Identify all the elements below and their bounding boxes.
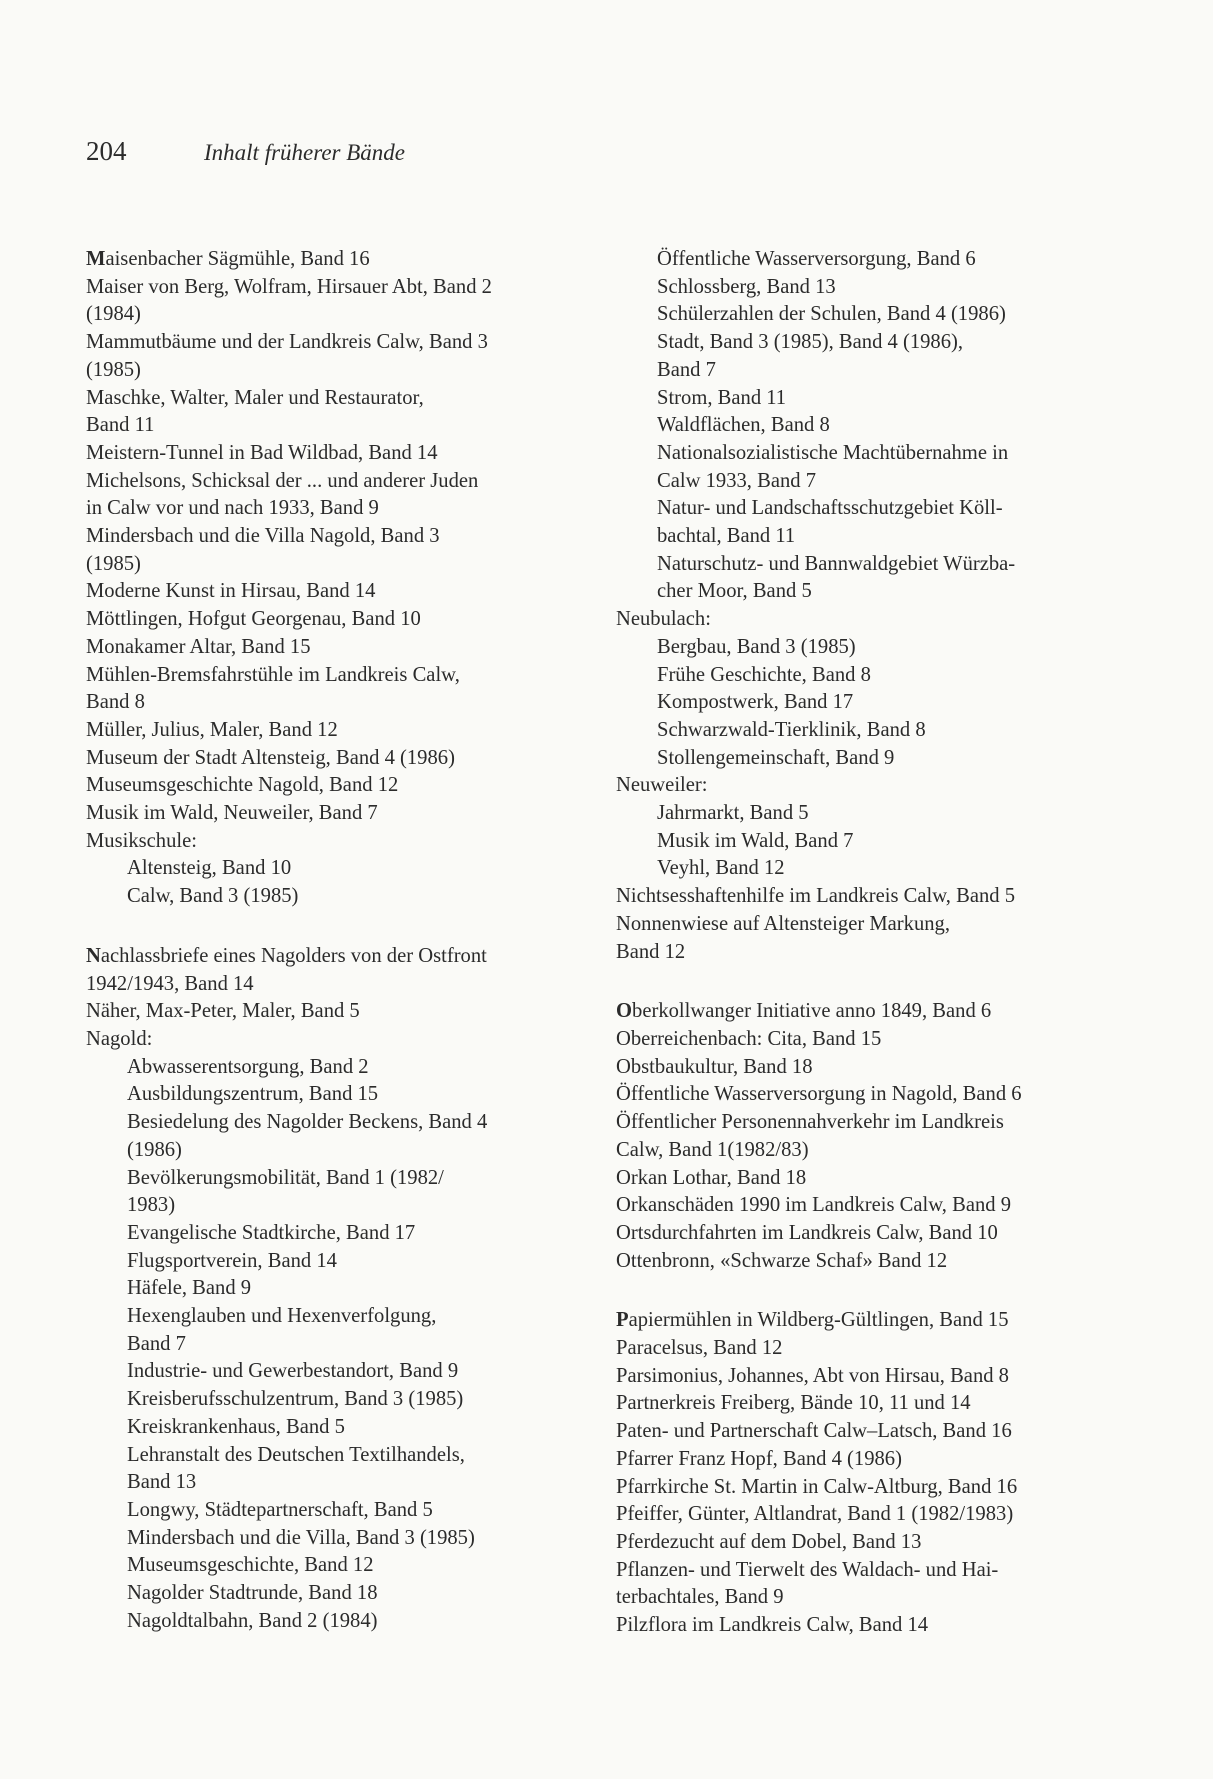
index-entry-text: Kreiskrankenhaus, Band 5: [127, 1415, 345, 1438]
index-entry: [616, 939, 1176, 967]
index-entry: [86, 772, 626, 800]
index-entry: [86, 246, 626, 274]
index-entry-text: Meistern-Tunnel in Bad Wildbad, Band 14: [86, 441, 438, 464]
running-title: Inhalt früherer Bände: [204, 140, 406, 165]
index-entry-text: cher Moor, Band 5: [657, 580, 812, 603]
index-entry: [616, 1165, 1176, 1193]
index-entry: [86, 800, 626, 828]
index-entry: [616, 1529, 1176, 1557]
index-subentry: [86, 1552, 626, 1580]
index-entry-text: Natur- und Landschaftsschutzgebiet Köll-: [657, 497, 1003, 520]
index-subentry: [86, 1137, 626, 1165]
index-entry-text: Mammutbäume und der Landkreis Calw, Band 3: [86, 331, 488, 354]
index-entry-text: Ausbildungszentrum, Band 15: [127, 1083, 379, 1106]
index-entry-text: Maiser von Berg, Wolfram, Hirsauer Abt, Band 2: [86, 275, 492, 298]
index-subentry: [616, 329, 1176, 357]
index-entry-text: achlassbriefe eines Nagolders von der Ostfront: [100, 944, 487, 967]
index-entry: [86, 998, 626, 1026]
index-entry-text: Paracelsus, Band 12: [616, 1337, 783, 1360]
index-subentry: [86, 1303, 626, 1331]
index-entry: [86, 301, 626, 329]
index-entry: [86, 440, 626, 468]
index-entry: [616, 1446, 1176, 1474]
index-entry: [616, 1137, 1176, 1165]
index-entry: [86, 551, 626, 579]
index-entry-text: Nichtsesshaftenhilfe im Landkreis Calw, Band 5: [616, 885, 1016, 908]
section-gap: [86, 911, 626, 943]
index-subentry: [86, 1331, 626, 1359]
index-entry-text: Pilzflora im Landkreis Calw, Band 14: [616, 1614, 929, 1637]
index-entry-text: Musikschule:: [86, 829, 197, 852]
index-subentry: [616, 578, 1176, 606]
index-entry-text: (1984): [86, 303, 141, 326]
index-subentry: [86, 1442, 626, 1470]
index-entry: [86, 717, 626, 745]
index-entry: [86, 468, 626, 496]
index-subentry: [616, 301, 1176, 329]
index-entry-text: Hexenglauben und Hexenverfolgung,: [127, 1305, 437, 1328]
index-entry: [86, 274, 626, 302]
index-entry-text: Altensteig, Band 10: [127, 857, 292, 880]
section-initial: N: [86, 944, 101, 967]
index-entry-text: Orkanschäden 1990 im Landkreis Calw, Band 9: [616, 1194, 1012, 1217]
index-subentry: [86, 1608, 626, 1636]
section-gap: [616, 966, 1176, 998]
index-entry-text: Müller, Julius, Maler, Band 12: [86, 718, 338, 741]
index-entry-text: (1985): [86, 358, 141, 381]
index-subentry: [86, 1414, 626, 1442]
index-entry: [86, 1026, 626, 1054]
index-entry: [616, 1220, 1176, 1248]
index-entry-text: Stadt, Band 3 (1985), Band 4 (1986),: [657, 331, 964, 354]
index-entry-text: Museum der Stadt Altensteig, Band 4 (1986): [86, 746, 455, 769]
index-subentry: [616, 551, 1176, 579]
index-subentry: [86, 1469, 626, 1497]
index-entry-text: Band 12: [616, 940, 686, 963]
index-subentry: [86, 1386, 626, 1414]
index-subentry: [86, 1275, 626, 1303]
index-entry-text: bachtal, Band 11: [657, 525, 796, 548]
section-initial: O: [616, 1000, 633, 1023]
index-entry: [86, 329, 626, 357]
index-entry-text: Nagoldtalbahn, Band 2 (1984): [127, 1609, 378, 1632]
index-subentry: [616, 523, 1176, 551]
index-entry: [86, 385, 626, 413]
index-entry: [616, 772, 1176, 800]
index-subentry: [86, 883, 626, 911]
index-entry-text: Orkan Lothar, Band 18: [616, 1166, 807, 1189]
index-subentry: [86, 1109, 626, 1137]
section-gap: [616, 1275, 1176, 1307]
index-entry-text: Strom, Band 11: [657, 386, 787, 409]
index-entry-text: Naturschutz- und Bannwaldgebiet Würzba-: [657, 552, 1016, 575]
index-entry-text: Nagold:: [86, 1027, 153, 1050]
index-entry-text: in Calw vor und nach 1933, Band 9: [86, 497, 379, 520]
index-entry-text: Calw, Band 3 (1985): [127, 885, 299, 908]
index-subentry: [616, 274, 1176, 302]
index-entry: [616, 606, 1176, 634]
index-entry: [86, 662, 626, 690]
index-subentry: [86, 1220, 626, 1248]
index-entry-text: Flugsportverein, Band 14: [127, 1249, 337, 1272]
index-entry-text: Mindersbach und die Villa, Band 3 (1985): [127, 1526, 475, 1549]
index-subentry: [616, 440, 1176, 468]
index-entry-text: Moderne Kunst in Hirsau, Band 14: [86, 580, 376, 603]
index-entry-text: Mühlen-Bremsfahrstühle im Landkreis Calw,: [86, 663, 460, 686]
index-entry-text: Öffentlicher Personennahverkehr im Landkreis: [616, 1111, 1004, 1134]
index-entry: [616, 1418, 1176, 1446]
index-entry-text: berkollwanger Initiative anno 1849, Band 6: [632, 1000, 992, 1023]
index-entry-text: Bevölkerungsmobilität, Band 1 (1982/: [127, 1166, 444, 1189]
index-entry: [86, 971, 626, 999]
index-entry-text: Museumsgeschichte, Band 12: [127, 1554, 374, 1577]
index-entry-text: Waldflächen, Band 8: [657, 414, 830, 437]
index-subentry: [616, 717, 1176, 745]
index-entry-text: Pfarrkirche St. Martin in Calw-Altburg, Band 16: [616, 1475, 1018, 1498]
index-entry-text: Schülerzahlen der Schulen, Band 4 (1986): [657, 303, 1006, 326]
section-initial: M: [86, 248, 106, 270]
index-subentry: [616, 828, 1176, 856]
index-entry: [86, 634, 626, 662]
index-entry-text: Maschke, Walter, Maler und Restaurator,: [86, 386, 424, 409]
index-entry-text: Frühe Geschichte, Band 8: [657, 663, 871, 686]
index-entry-text: Ottenbronn, «Schwarze Schaf» Band 12: [616, 1249, 948, 1272]
index-entry-text: Calw, Band 1(1982/83): [616, 1138, 809, 1161]
index-entry-text: Stollengemeinschaft, Band 9: [657, 746, 895, 769]
index-entry-text: Monakamer Altar, Band 15: [86, 635, 311, 658]
page-number: 204: [86, 136, 127, 166]
section-initial: P: [616, 1309, 629, 1332]
index-subentry: [86, 1358, 626, 1386]
index-entry-text: Band 7: [657, 358, 716, 381]
index-entry-text: Kreisberufsschulzentrum, Band 3 (1985): [127, 1388, 464, 1411]
index-entry: [86, 745, 626, 773]
index-entry-text: Evangelische Stadtkirche, Band 17: [127, 1221, 416, 1244]
index-entry-text: Häfele, Band 9: [127, 1277, 252, 1300]
index-subentry: [86, 1081, 626, 1109]
index-subentry: [86, 1248, 626, 1276]
index-entry-text: (1985): [86, 552, 141, 575]
index-entry-text: Neubulach:: [616, 608, 711, 631]
index-entry-text: Nagolder Stadtrunde, Band 18: [127, 1582, 378, 1605]
index-entry-text: Band 13: [127, 1471, 197, 1494]
index-entry-text: Schlossberg, Band 13: [657, 275, 836, 298]
index-subentry: [616, 745, 1176, 773]
index-entry-text: Nonnenwiese auf Altensteiger Markung,: [616, 912, 950, 935]
index-subentry: [616, 412, 1176, 440]
index-entry: [616, 1557, 1176, 1585]
index-entry: [616, 1307, 1176, 1335]
index-subentry: [616, 689, 1176, 717]
index-entry: [616, 1081, 1176, 1109]
index-subentry: [616, 662, 1176, 690]
index-entry: [616, 1363, 1176, 1391]
index-entry: [86, 495, 626, 523]
index-entry: [86, 606, 626, 634]
index-entry: [616, 1054, 1176, 1082]
index-subentry: [86, 1525, 626, 1553]
index-entry: [86, 943, 626, 971]
index-subentry: [616, 495, 1176, 523]
index-entry-text: Calw 1933, Band 7: [657, 469, 817, 492]
index-subentry: [86, 1497, 626, 1525]
index-entry-text: (1986): [127, 1138, 182, 1161]
index-entry-text: Ortsdurchfahrten im Landkreis Calw, Band 10: [616, 1221, 998, 1244]
index-entry-text: Musik im Wald, Neuweiler, Band 7: [86, 802, 378, 825]
index-entry-text: Oberreichenbach: Cita, Band 15: [616, 1027, 882, 1050]
index-entry: [616, 998, 1176, 1026]
index-entry-text: Band 8: [86, 691, 145, 714]
index-entry-text: Schwarzwald-Tierklinik, Band 8: [657, 718, 926, 741]
index-entry: [86, 689, 626, 717]
index-subentry: [616, 385, 1176, 413]
index-entry: [616, 1584, 1176, 1612]
index-entry-text: Jahrmarkt, Band 5: [657, 802, 809, 825]
index-entry: [616, 1026, 1176, 1054]
index-subentry: [616, 357, 1176, 385]
index-entry-text: Museumsgeschichte Nagold, Band 12: [86, 774, 399, 797]
index-entry: [616, 883, 1176, 911]
index-entry-text: Michelsons, Schicksal der ... und anderer Juden: [86, 469, 479, 492]
page-header: [86, 136, 405, 167]
index-subentry: [616, 855, 1176, 883]
index-entry: [616, 1335, 1176, 1363]
index-subentry: [616, 800, 1176, 828]
index-column-left: [86, 246, 626, 1635]
index-entry-text: Parsimonius, Johannes, Abt von Hirsau, Band 8: [616, 1364, 1009, 1387]
index-entry: [616, 911, 1176, 939]
index-entry-text: Öffentliche Wasserversorgung in Nagold, Band 6: [616, 1083, 1022, 1106]
index-entry-text: Pfarrer Franz Hopf, Band 4 (1986): [616, 1447, 902, 1470]
index-entry-text: Nationalsozialistische Machtübernahme in: [657, 441, 1009, 464]
index-entry-text: Abwasserentsorgung, Band 2: [127, 1055, 369, 1078]
index-entry-text: Bergbau, Band 3 (1985): [657, 635, 856, 658]
index-entry: [616, 1474, 1176, 1502]
index-entry-text: Band 7: [127, 1332, 186, 1355]
index-entry-text: apiermühlen in Wildberg-Gültlingen, Band 15: [628, 1309, 1009, 1332]
index-entry: [86, 412, 626, 440]
index-subentry: [616, 634, 1176, 662]
index-entry: [616, 1248, 1176, 1276]
index-entry: [86, 523, 626, 551]
index-entry-text: 1942/1943, Band 14: [86, 972, 254, 995]
index-entry: [86, 357, 626, 385]
index-entry-text: Kompostwerk, Band 17: [657, 691, 854, 714]
index-entry-text: Pflanzen- und Tierwelt des Waldach- und Hai-: [616, 1558, 999, 1581]
index-entry-text: aisenbacher Sägmühle, Band 16: [105, 248, 370, 270]
index-entry-text: Mindersbach und die Villa Nagold, Band 3: [86, 525, 440, 548]
index-entry-text: Pfeiffer, Günter, Altlandrat, Band 1 (1982/1983): [616, 1503, 1014, 1526]
index-entry-text: Band 11: [86, 414, 155, 437]
index-entry-text: Besiedelung des Nagolder Beckens, Band 4: [127, 1111, 488, 1134]
index-entry-text: Longwy, Städtepartnerschaft, Band 5: [127, 1498, 433, 1521]
index-subentry: [86, 1054, 626, 1082]
index-entry: [616, 1192, 1176, 1220]
index-entry-text: Partnerkreis Freiberg, Bände 10, 11 und 14: [616, 1392, 971, 1415]
index-subentry: [86, 855, 626, 883]
index-column-right: [616, 246, 1176, 1640]
index-entry: [86, 828, 626, 856]
index-subentry: [86, 1192, 626, 1220]
index-entry-text: Pferdezucht auf dem Dobel, Band 13: [616, 1530, 922, 1553]
index-entry-text: Industrie- und Gewerbestandort, Band 9: [127, 1360, 459, 1383]
index-entry-text: Paten- und Partnerschaft Calw–Latsch, Band 16: [616, 1420, 1012, 1443]
index-entry: [616, 1501, 1176, 1529]
index-entry-text: Öffentliche Wasserversorgung, Band 6: [657, 248, 976, 270]
index-entry-text: terbachtales, Band 9: [616, 1586, 784, 1609]
index-entry-text: Näher, Max-Peter, Maler, Band 5: [86, 1000, 360, 1023]
index-entry-text: Veyhl, Band 12: [657, 857, 785, 880]
index-subentry: [86, 1165, 626, 1193]
index-entry-text: 1983): [127, 1194, 176, 1217]
index-entry-text: Lehranstalt des Deutschen Textilhandels,: [127, 1443, 465, 1466]
index-entry: [616, 1109, 1176, 1137]
index-entry: [616, 1612, 1176, 1640]
index-entry: [616, 1390, 1176, 1418]
index-entry: [86, 578, 626, 606]
index-entry-text: Neuweiler:: [616, 774, 708, 797]
index-entry-text: Möttlingen, Hofgut Georgenau, Band 10: [86, 608, 421, 631]
index-subentry: [86, 1580, 626, 1608]
index-entry-text: Obstbaukultur, Band 18: [616, 1055, 813, 1078]
index-subentry: [616, 246, 1176, 274]
index-subentry: [616, 468, 1176, 496]
index-entry-text: Musik im Wald, Band 7: [657, 829, 854, 852]
